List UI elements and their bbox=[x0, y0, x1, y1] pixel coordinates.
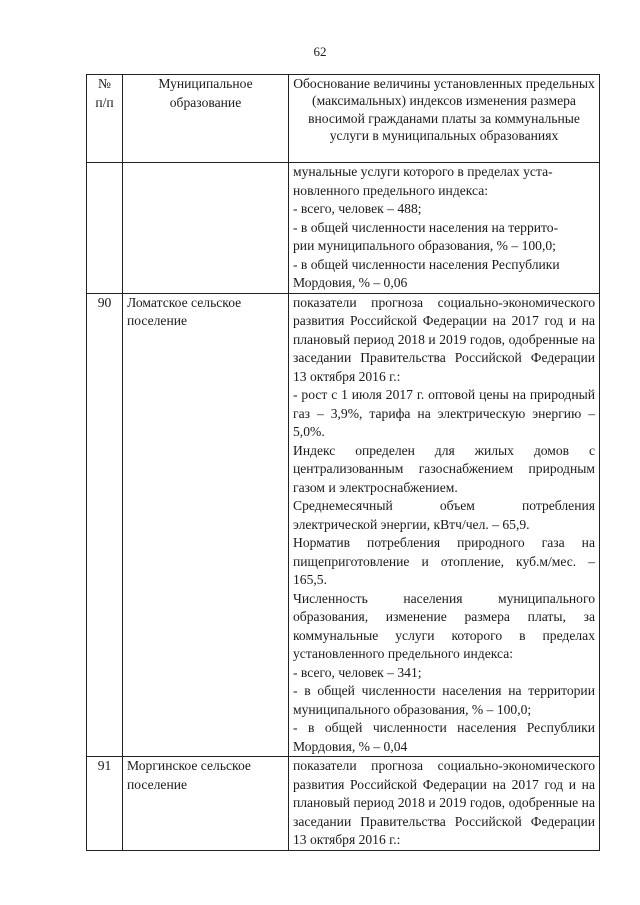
row-number: 90 bbox=[87, 293, 123, 757]
continuation-text-cell bbox=[289, 163, 600, 294]
header-number: № п/п bbox=[87, 75, 123, 163]
paragraph: Индекс определен для жилых домов с централизованным газоснабжением природным газом и электроснабжением. bbox=[293, 442, 595, 495]
table-row bbox=[87, 293, 600, 757]
row-justification bbox=[289, 293, 600, 757]
paragraph: - в общей численности населения на территории муниципального образования, % – 100,0; bbox=[293, 683, 595, 717]
table-header-row bbox=[87, 75, 600, 163]
text-line: Мордовия, % – 0,06 bbox=[293, 275, 408, 290]
text-line: - в общей численности населения на террито- bbox=[293, 219, 559, 235]
continuation-row bbox=[87, 163, 600, 294]
text-line: новленного предельного индекса: bbox=[293, 182, 489, 198]
text-line: мунальные услуги которого в пределах уста- bbox=[293, 164, 553, 179]
tariff-index-table bbox=[86, 74, 600, 851]
paragraph: показатели прогноза социально-экономического развития Российской Федерации на 2017 год и на плановый период 2018 и 2019 годов, одобренные на заседании Правительства Российской Федерации 13 октября 2016 г.: bbox=[293, 294, 595, 384]
continuation-name-cell bbox=[123, 163, 289, 294]
paragraph: - рост с 1 июля 2017 г. оптовой цены на природный газ – 3,9%, тарифа на электрическую энергию – 5,0%. bbox=[293, 387, 595, 439]
paragraph: - всего, человек – 341; bbox=[293, 664, 422, 680]
row-municipality: Ломатское сельское поселение bbox=[123, 293, 289, 757]
text-line: - в общей численности населения Республики bbox=[293, 256, 560, 272]
header-justification: Обоснование величины установленных предельных (максимальных) индексов изменения размера вносимой гражданами платы за коммунальные услуги в муниципальных образованиях bbox=[289, 75, 600, 163]
text-line: рии муниципального образования, % – 100,0; bbox=[293, 238, 556, 253]
page-number: 62 bbox=[313, 44, 327, 59]
text-line: - всего, человек – 488; bbox=[293, 201, 422, 216]
paragraph: - в общей численности населения Республики Мордовия, % – 0,04 bbox=[293, 720, 595, 754]
row-number: 91 bbox=[87, 757, 123, 851]
table-row bbox=[87, 757, 600, 851]
paragraph: Среднемесячный объем потребления электрической энергии, кВтч/чел. – 65,9. bbox=[293, 498, 595, 532]
continuation-number-cell bbox=[87, 163, 123, 294]
header-municipality: Муниципальное образование bbox=[123, 75, 289, 163]
paragraph: Численность населения муниципального образования, изменение размера платы, за коммунальные услуги которого в пределах установленного предельного индекса: bbox=[293, 590, 595, 661]
paragraph: показатели прогноза социально-экономического развития Российской Федерации на 2017 год и на плановый период 2018 и 2019 годов, одобренные на заседании Правительства Российской Федерации 13 октября 2016 г.: bbox=[293, 758, 595, 847]
paragraph: Норматив потребления природного газа на пищеприготовление и отопление, куб.м/мес. – 165,5. bbox=[293, 535, 595, 587]
row-municipality: Моргинское сельское поселение bbox=[123, 757, 289, 851]
row-justification bbox=[289, 757, 600, 851]
